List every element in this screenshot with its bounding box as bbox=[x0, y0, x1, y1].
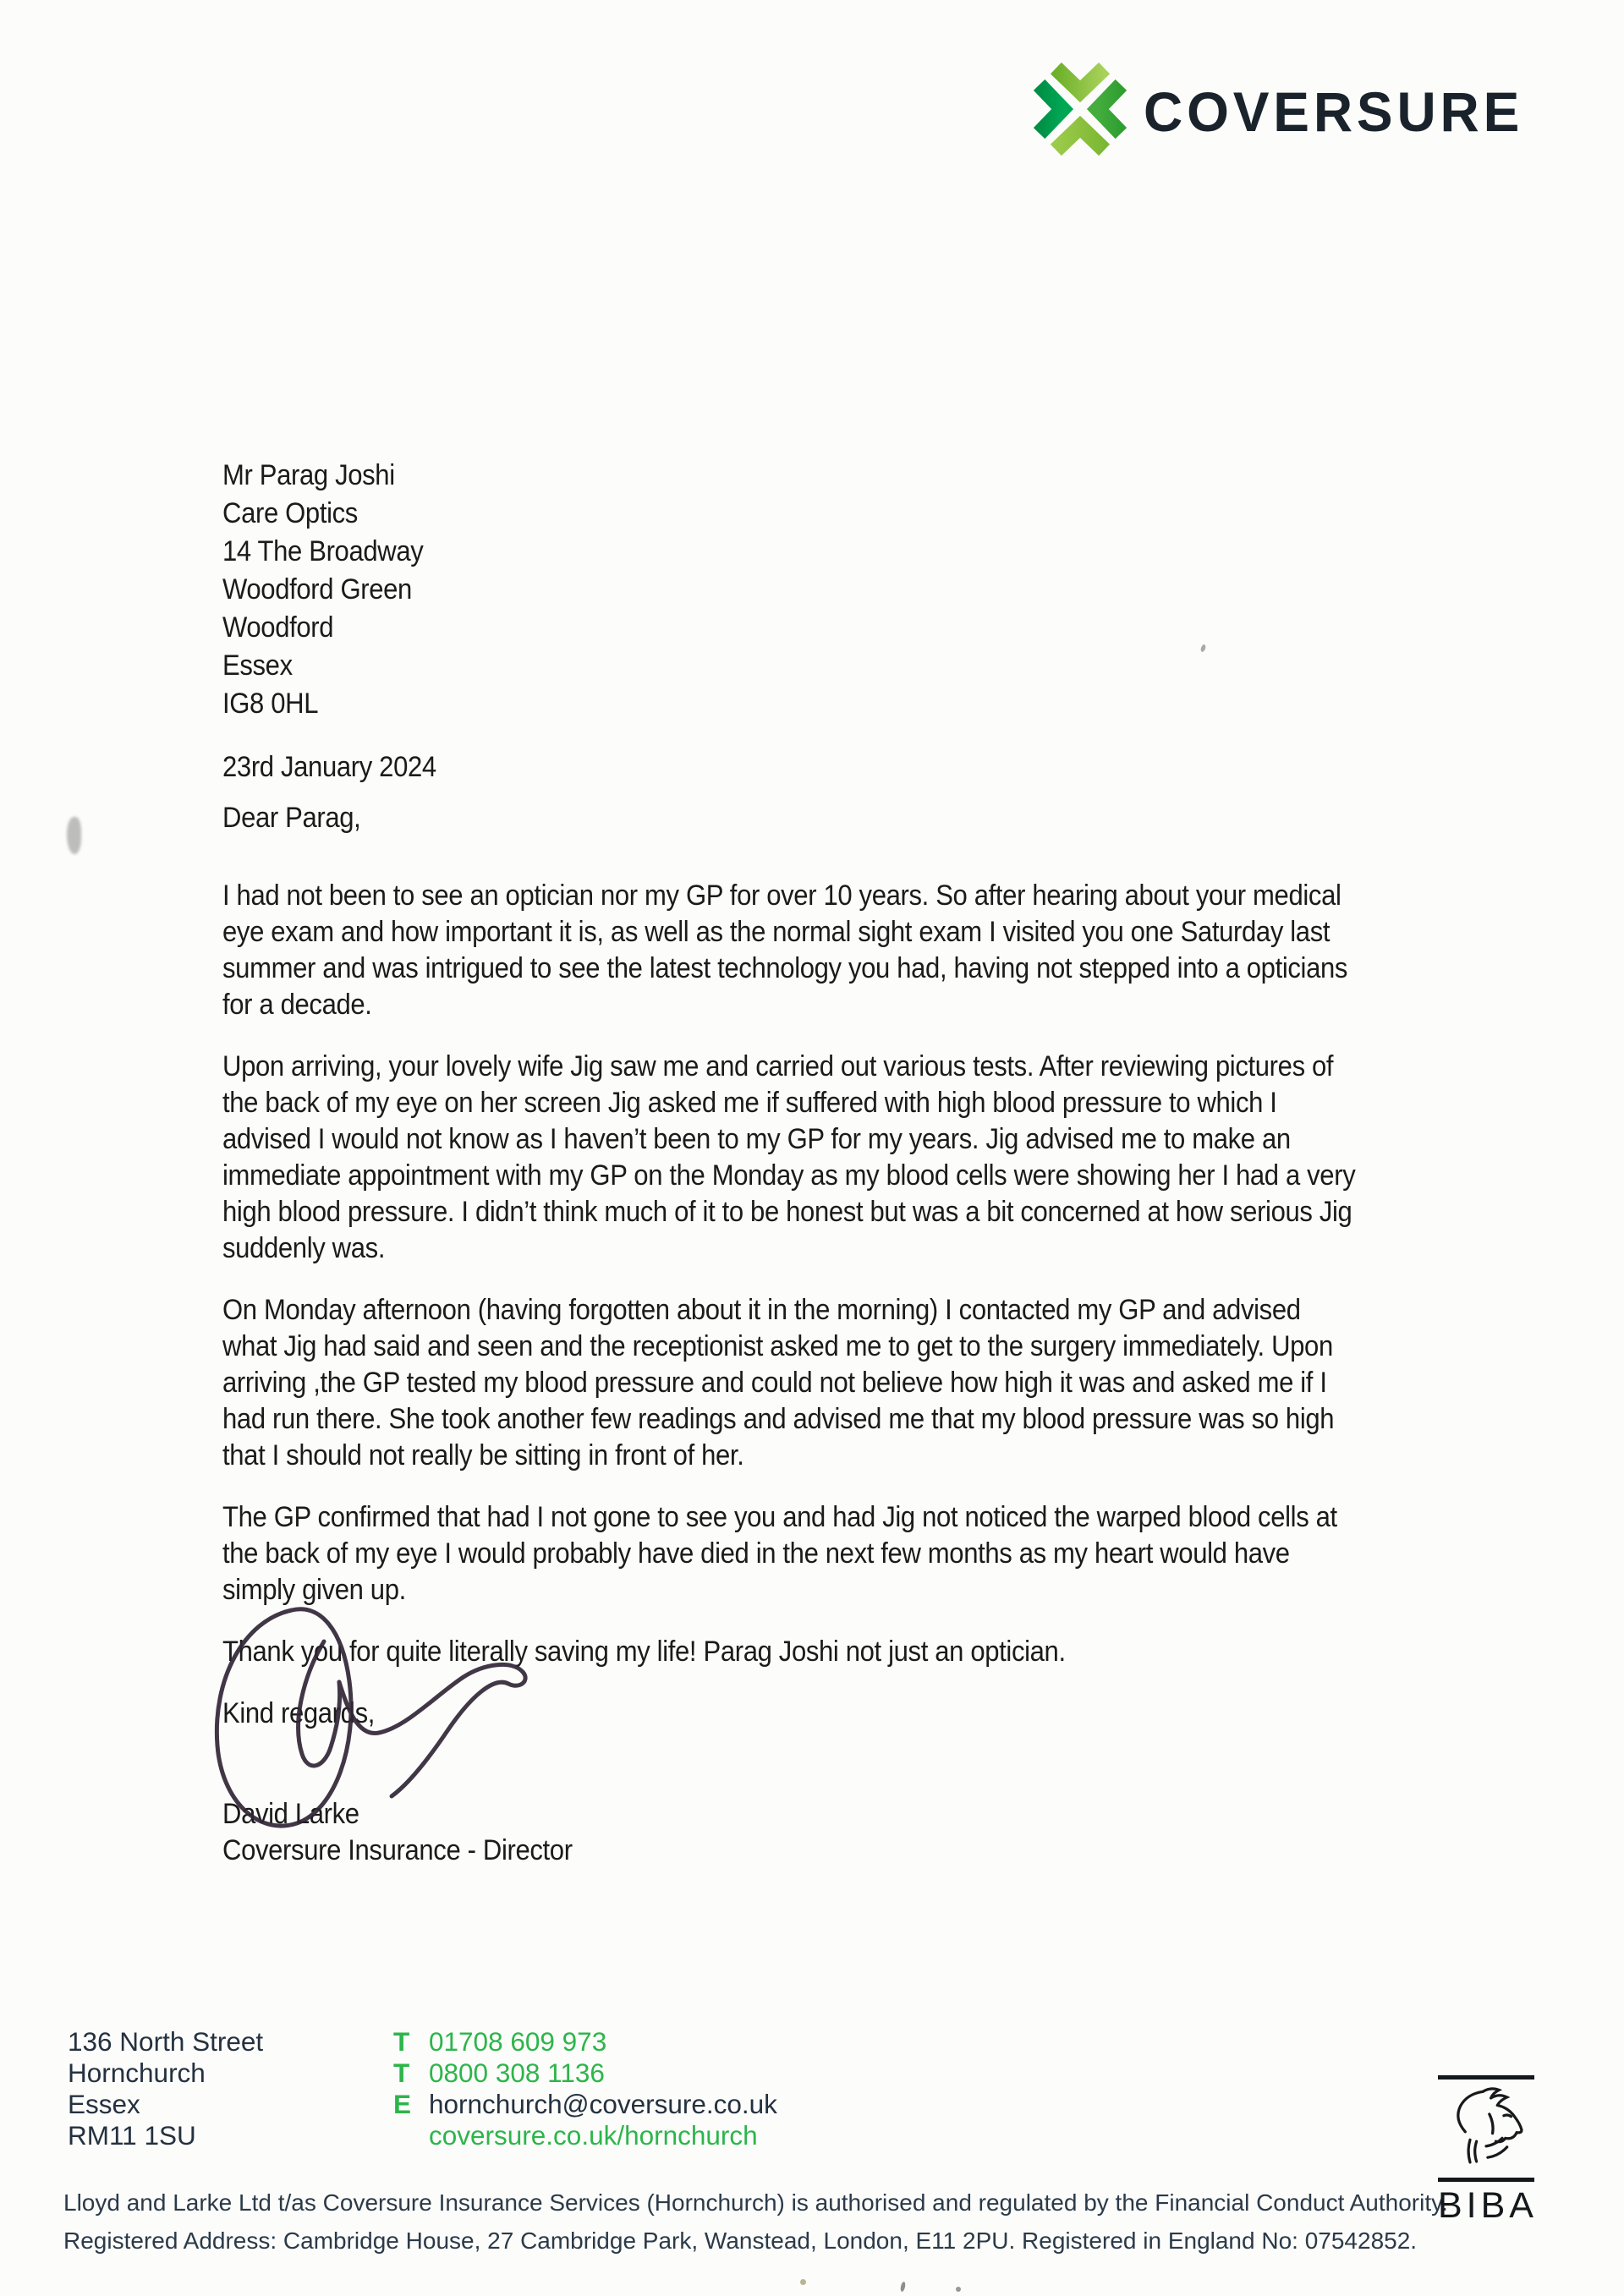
biba-label: BIBA bbox=[1438, 2185, 1538, 2226]
body-line: summer and was intrigued to see the latest technology you had, having not stepped into a opticians bbox=[222, 952, 1348, 984]
body-line: the back of my eye I would probably have died in the next few months as my heart would have bbox=[222, 1537, 1290, 1570]
legal-text bbox=[63, 2184, 1448, 2260]
biba-lion-icon bbox=[1438, 2081, 1534, 2176]
office-address-line: RM11 1SU bbox=[68, 2120, 196, 2151]
recipient-line: Woodford bbox=[222, 611, 334, 644]
contact-list bbox=[393, 2026, 777, 2151]
contact-value-phone: 0800 308 1136 bbox=[429, 2058, 605, 2088]
body-line: had run there. She took another few readings and advised me that my blood pressure was so high bbox=[222, 1403, 1335, 1435]
office-address bbox=[68, 2026, 263, 2151]
office-address-line: Essex bbox=[68, 2089, 140, 2119]
office-address-line: Hornchurch bbox=[68, 2058, 206, 2088]
body-line: suddenly was. bbox=[222, 1232, 386, 1264]
salutation: Dear Parag, bbox=[222, 802, 361, 834]
recipient-line: IG8 0HL bbox=[222, 688, 319, 720]
body-line: On Monday afternoon (having forgotten about it in the morning) I contacted my GP and advised bbox=[222, 1294, 1301, 1326]
body-line: I had not been to see an optician nor my GP for over 10 years. So after hearing about your medical bbox=[222, 879, 1341, 912]
body-line: Thank you for quite literally saving my life! Parag Joshi not just an optician. bbox=[222, 1636, 1066, 1668]
recipient-line: Mr Parag Joshi bbox=[222, 459, 395, 491]
scan-speck bbox=[956, 2287, 961, 2292]
contact-line-url bbox=[393, 2120, 777, 2151]
biba-rule-bottom bbox=[1438, 2178, 1534, 2182]
recipient-line: Care Optics bbox=[222, 497, 358, 529]
contact-prefix: T bbox=[393, 2026, 410, 2057]
valediction: Kind regards, bbox=[222, 1697, 375, 1729]
body-line: The GP confirmed that had I not gone to see you and had Jig not noticed the warped blood cells at bbox=[222, 1501, 1337, 1533]
coversure-wordmark: COVERSURE bbox=[1144, 80, 1524, 143]
contact-line-phone bbox=[393, 2058, 777, 2089]
body-line: eye exam and how important it is, as well as the normal sight exam I visited you one Saturday last bbox=[222, 916, 1330, 948]
contact-line-phone bbox=[393, 2026, 777, 2058]
contact-value-phone: 01708 609 973 bbox=[429, 2026, 607, 2057]
paragraph bbox=[222, 1499, 1410, 1608]
letter-date: 23rd January 2024 bbox=[222, 751, 436, 783]
signatory-name: David Larke bbox=[222, 1798, 359, 1830]
paragraph bbox=[222, 1634, 1410, 1670]
scan-speck bbox=[900, 2282, 906, 2293]
biba-rule-top bbox=[1438, 2075, 1534, 2080]
body-line: advised I would not know as I haven’t been to my GP for my years. Jig advised me to make an bbox=[222, 1123, 1291, 1155]
body-line: high blood pressure. I didn’t think much of it to be honest but was a bit concerned at how serious Jig bbox=[222, 1196, 1352, 1228]
scan-smudge-artifact bbox=[67, 817, 81, 854]
body-line: Upon arriving, your lovely wife Jig saw me and carried out various tests. After reviewing pictures of bbox=[222, 1050, 1334, 1082]
body-line: immediate appointment with my GP on the Monday as my blood cells were showing her I had a very bbox=[222, 1159, 1356, 1192]
body-line: for a decade. bbox=[222, 989, 372, 1021]
contact-value-url: coversure.co.uk/hornchurch bbox=[429, 2120, 758, 2151]
scan-speck bbox=[800, 2279, 806, 2285]
recipient-line: Essex bbox=[222, 649, 293, 682]
contact-line-email bbox=[393, 2089, 777, 2120]
paragraph bbox=[222, 1292, 1410, 1474]
letter-body bbox=[222, 878, 1410, 1869]
legal-line: Registered Address: Cambridge House, 27 Cambridge Park, Wanstead, London, E11 2PU. Registered in England No: 07542852. bbox=[63, 2228, 1418, 2254]
contact-prefix: E bbox=[393, 2089, 412, 2119]
contact-prefix: T bbox=[393, 2058, 410, 2088]
recipient-address bbox=[222, 457, 423, 723]
signatory-title: Coversure Insurance - Director bbox=[222, 1834, 573, 1866]
body-line: arriving ,the GP tested my blood pressure and could not believe how high it was and asked me if I bbox=[222, 1367, 1327, 1399]
scan-speck bbox=[1200, 644, 1207, 652]
paragraph bbox=[222, 1049, 1410, 1267]
contact-value-email: hornchurch@coversure.co.uk bbox=[429, 2089, 777, 2119]
office-address-line: 136 North Street bbox=[68, 2026, 264, 2057]
paragraph bbox=[222, 878, 1410, 1023]
body-line: simply given up. bbox=[222, 1574, 406, 1606]
coversure-logomark-icon bbox=[1034, 63, 1127, 156]
recipient-line: Woodford Green bbox=[222, 573, 412, 606]
legal-line: Lloyd and Larke Ltd t/as Coversure Insurance Services (Hornchurch) is authorised and regulated by the Financial Conduct Authority. bbox=[63, 2189, 1448, 2216]
body-line: what Jig had said and seen and the receptionist asked me to get to the surgery immediately. Upon bbox=[222, 1330, 1333, 1362]
biba-logo bbox=[1438, 2075, 1538, 2227]
body-line: that I should not really be sitting in front of her. bbox=[222, 1439, 744, 1471]
recipient-line: 14 The Broadway bbox=[222, 535, 424, 567]
body-line: the back of my eye on her screen Jig asked me if suffered with high blood pressure to which I bbox=[222, 1087, 1277, 1119]
